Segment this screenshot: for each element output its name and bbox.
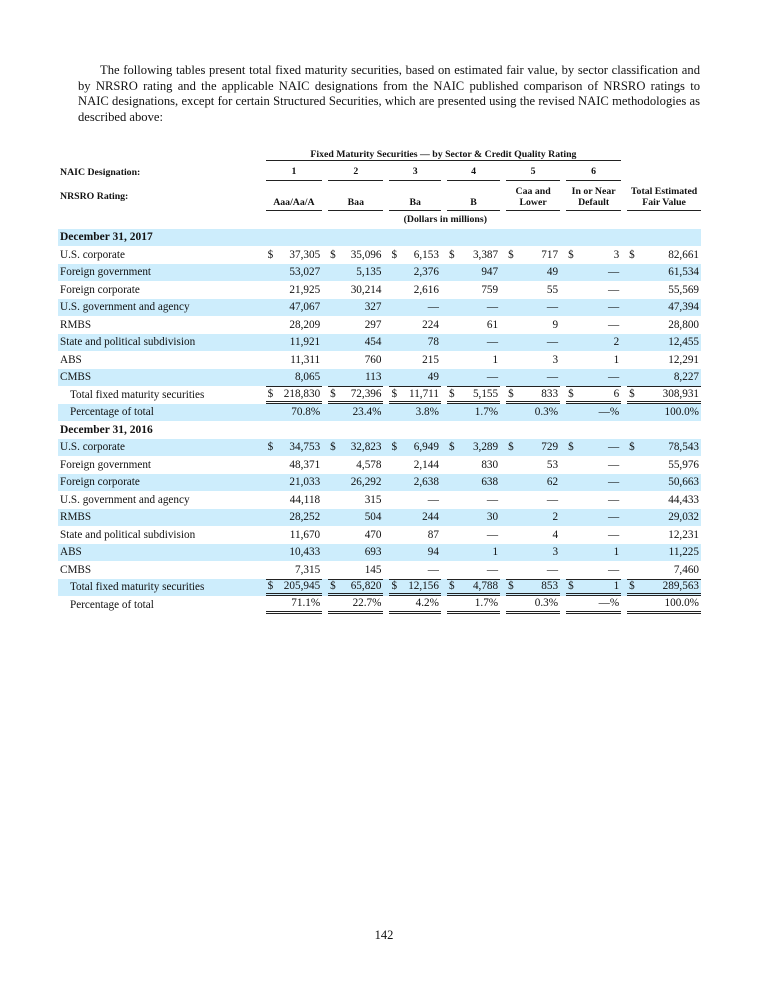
cell-value: 760 [364,353,382,366]
row-label: Total fixed maturity securities [58,579,260,597]
cell-value: — [607,318,620,331]
cell-value: 55 [546,283,559,296]
cell-value: 0.3% [534,406,559,419]
cell-value: 12,156 [408,580,439,593]
currency-symbol: $ [568,580,574,593]
cell-value: 2 [613,336,620,349]
currency-symbol: $ [568,441,574,454]
row-label: State and political subdivision [58,334,260,352]
row-label: RMBS [60,318,92,331]
table-row [58,509,701,527]
section-heading: December 31, 2016 [60,423,153,436]
cell-value: 693 [364,546,382,559]
nrsro-rating: B [470,197,477,208]
currency-symbol: $ [568,387,574,400]
cell-value: 26,292 [350,476,382,489]
table-row [58,351,701,369]
currency-symbol: $ [448,387,455,400]
row-label: Foreign government [58,264,260,282]
table-row [58,439,701,457]
cell-value: 6,949 [413,441,439,454]
cell-value: — [607,266,620,279]
cell-value: 49 [546,266,559,279]
rating-row [58,181,701,211]
table-row [58,561,701,579]
naic-designation: 4 [471,166,476,178]
cell-value: 11,711 [409,387,439,400]
row-label: Percentage of total [70,598,154,611]
row-label: ABS [58,544,260,562]
cell-value: — [546,371,559,384]
cell-value: — [607,441,620,454]
table-row [58,491,701,509]
cell-value: 2,616 [413,283,439,296]
row-label: RMBS [58,509,260,527]
cell-value: 2,376 [413,266,439,279]
cell-value: 49 [427,371,439,384]
cell-value: 44,118 [289,493,321,506]
cell-value: 3 [613,248,620,261]
row-label: State and political subdivision [60,528,196,541]
currency-symbol: $ [629,441,635,454]
cell-value: 833 [541,387,559,400]
cell-value: 9 [552,318,559,331]
cell-value: — [427,493,439,506]
nrsro-rating: Caa and Lower [515,186,551,208]
cell-value: 32,823 [350,441,382,454]
cell-value: 1 [492,546,499,559]
cell-value: 87 [427,528,439,541]
table-row [58,369,701,387]
cell-value: 3.8% [415,406,439,419]
cell-value: 61 [486,318,499,331]
cell-value: 308,931 [662,387,699,400]
naic-designation: 5 [530,166,536,178]
cell-value: 4,578 [356,458,382,471]
row-label: Percentage of total [58,404,260,422]
cell-value: 70.8% [291,406,321,419]
currency-symbol: $ [267,387,274,400]
cell-value: 71.1% [291,597,321,610]
cell-value: — [427,563,439,576]
cell-value: 28,800 [668,318,699,331]
row-label: Total fixed maturity securities [70,388,205,401]
cell-value: — [607,458,620,471]
cell-value: 30 [486,511,499,524]
currency-symbol: $ [330,387,336,400]
cell-value: 55,569 [668,283,699,296]
currency-symbol: $ [330,248,336,261]
cell-value: — [607,283,620,296]
cell-value: 50,663 [668,476,699,489]
percentage-row [58,404,701,422]
cell-value: 29,032 [668,511,699,524]
naic-label: NAIC Designation: [60,166,141,178]
table-row [58,264,701,282]
cell-value: 11,921 [289,336,321,349]
currency-symbol: $ [508,248,514,261]
cell-value: 470 [364,528,382,541]
cell-value: 205,945 [283,580,321,593]
cell-value: 21,925 [289,283,321,296]
currency-symbol: $ [508,580,514,593]
naic-designation: 2 [353,166,359,178]
table-row [58,526,701,544]
cell-value: — [607,371,620,384]
cell-value: 100.0% [664,406,699,419]
cell-value: 100.0% [664,597,699,610]
cell-value: 297 [364,318,382,331]
cell-value: 47,394 [668,301,699,314]
row-label: U.S. government and agency [60,493,190,506]
cell-value: — [607,563,620,576]
cell-value: 44,433 [668,493,699,506]
cell-value: 28,209 [289,318,321,331]
cell-value: 30,214 [350,283,382,296]
currency-symbol: $ [629,248,635,261]
section-heading-row [58,421,701,439]
cell-value: 55,976 [668,458,699,471]
units-row [58,211,701,229]
cell-value: — [546,493,559,506]
nrsro-rating: Ba [409,197,421,208]
cell-value: 5,155 [472,387,499,400]
cell-value: 5,135 [356,266,382,279]
cell-value: 28,252 [289,511,321,524]
table-row [58,316,701,334]
currency-symbol: $ [508,441,514,454]
cell-value: 78 [427,336,439,349]
cell-value: 2 [552,511,559,524]
cell-value: 78,543 [668,441,699,454]
cell-value: 22.7% [352,597,382,610]
table-row [58,474,701,492]
cell-value: 218,830 [283,387,321,400]
cell-value: 113 [365,371,382,384]
cell-value: 2,638 [413,476,439,489]
cell-value: 2,144 [413,458,439,471]
currency-symbol: $ [391,441,398,454]
table-row [58,246,701,264]
row-label: Foreign government [60,458,152,471]
cell-value: 11,225 [668,546,699,559]
cell-value: 454 [364,336,382,349]
cell-value: 35,096 [350,248,382,261]
cell-value: 8,227 [673,371,699,384]
row-label: U.S. corporate [60,248,125,261]
cell-value: — [546,563,559,576]
cell-value: 34,753 [289,441,321,454]
cell-value: 10,433 [289,546,321,559]
cell-value: 224 [422,318,439,331]
currency-symbol: $ [330,580,336,593]
cell-value: 244 [422,511,439,524]
cell-value: 6 [613,387,620,400]
cell-value: 3 [552,546,559,559]
total-header: Total Estimated Fair Value [630,186,698,208]
cell-value: — [607,301,620,314]
cell-value: 0.3% [534,597,559,610]
naic-designation: 3 [412,166,418,178]
cell-value: 11,311 [290,353,321,366]
currency-symbol: $ [448,248,455,261]
cell-value: 717 [541,248,559,261]
cell-value: 215 [422,353,439,366]
table-row [58,281,701,299]
cell-value: 7,460 [673,563,699,576]
row-label: U.S. corporate [58,439,260,457]
cell-value: 21,033 [289,476,321,489]
cell-value: 4,788 [472,580,499,593]
cell-value: 1 [613,353,620,366]
nrsro-rating: Aaa/Aa/A [273,197,315,208]
table-title-row [58,146,701,164]
section-heading-row [58,229,701,247]
cell-value: 37,305 [289,248,321,261]
cell-value: 12,231 [668,528,699,541]
currency-symbol: $ [391,387,398,400]
table-title: Fixed Maturity Securities — by Sector & Credit Quality Rating [266,149,622,161]
cell-value: 759 [481,283,499,296]
currency-symbol: $ [267,580,274,593]
cell-value: 62 [546,476,559,489]
cell-value: 145 [364,563,382,576]
currency-symbol: $ [508,387,514,400]
cell-value: — [427,301,439,314]
cell-value: 65,820 [350,580,382,593]
cell-value: — [607,493,620,506]
cell-value: 729 [541,441,559,454]
cell-value: 47,067 [289,301,321,314]
cell-value: 12,291 [668,353,699,366]
cell-value: 1 [613,580,620,593]
cell-value: 61,534 [668,266,699,279]
currency-symbol: $ [448,580,455,593]
cell-value: 3 [552,353,559,366]
units-label: (Dollars in millions) [403,214,487,226]
naic-row [58,164,701,182]
cell-value: 853 [541,580,559,593]
currency-symbol: $ [629,387,635,400]
cell-value: 94 [427,546,439,559]
cell-value: 4 [552,528,559,541]
cell-value: 327 [364,301,382,314]
cell-value: 6,153 [413,248,439,261]
nrsro-label: NRSRO Rating: [60,190,129,202]
cell-value: 315 [364,493,382,506]
row-label: Foreign corporate [58,474,260,492]
cell-value: 1 [492,353,499,366]
cell-value: — [546,301,559,314]
section-heading: December 31, 2017 [58,229,701,247]
fixed-maturity-table [58,146,701,614]
table-row [58,334,701,352]
cell-value: 72,396 [350,387,382,400]
nrsro-rating: Baa [347,197,364,208]
cell-value: 53,027 [289,266,321,279]
cell-value: — [607,476,620,489]
page-number: 142 [374,928,394,942]
cell-value: 3,387 [472,248,499,261]
cell-value: — [486,301,499,314]
cell-value: 504 [364,511,382,524]
currency-symbol: $ [391,248,398,261]
cell-value: 7,315 [294,563,321,576]
currency-symbol: $ [391,580,398,593]
cell-value: 1.7% [474,406,499,419]
cell-value: 48,371 [289,458,321,471]
row-label: Foreign corporate [60,283,140,296]
cell-value: — [486,371,499,384]
total-row [58,579,701,597]
total-row [58,386,701,404]
cell-value: — [607,528,620,541]
cell-value: 53 [546,458,559,471]
cell-value: — [607,511,620,524]
cell-value: — [546,336,559,349]
currency-symbol: $ [448,441,455,454]
cell-value: 638 [481,476,499,489]
currency-symbol: $ [629,580,635,593]
cell-value: —% [598,597,620,610]
row-label: ABS [60,353,82,366]
currency-symbol: $ [267,441,274,454]
naic-designation: 1 [291,166,297,178]
cell-value: 947 [481,266,499,279]
cell-value: — [486,528,499,541]
table-row [58,456,701,474]
cell-value: 289,563 [662,580,699,593]
currency-symbol: $ [330,441,336,454]
nrsro-rating: In or Near Default [571,186,616,208]
currency-symbol: $ [568,248,574,261]
cell-value: 1 [613,546,620,559]
cell-value: 3,289 [472,441,499,454]
intro-paragraph: The following tables present total fixed maturity securities, based on estimated fair value, by sector classification and by NRSRO rating and the applicable NAIC designations from the NAIC published comparison of NRSRO ratings to NAIC designations, except for certain Structured Securities, which are presented using the revised NAIC methodologies as described above: [78,63,700,124]
cell-value: 11,670 [289,528,321,541]
cell-value: 23.4% [352,406,382,419]
cell-value: 8,065 [294,371,321,384]
cell-value: — [486,336,499,349]
percentage-row [58,596,701,614]
row-label: CMBS [58,369,260,387]
cell-value: — [486,493,499,506]
cell-value: — [486,563,499,576]
cell-value: —% [598,406,620,419]
cell-value: 82,661 [668,248,699,261]
naic-designation: 6 [591,166,597,178]
cell-value: 830 [481,458,499,471]
currency-symbol: $ [267,248,274,261]
cell-value: 4.2% [415,597,439,610]
row-label: CMBS [60,563,92,576]
table-row [58,299,701,317]
table-row [58,544,701,562]
cell-value: 1.7% [474,597,499,610]
row-label: U.S. government and agency [58,299,260,317]
cell-value: 12,455 [668,336,699,349]
